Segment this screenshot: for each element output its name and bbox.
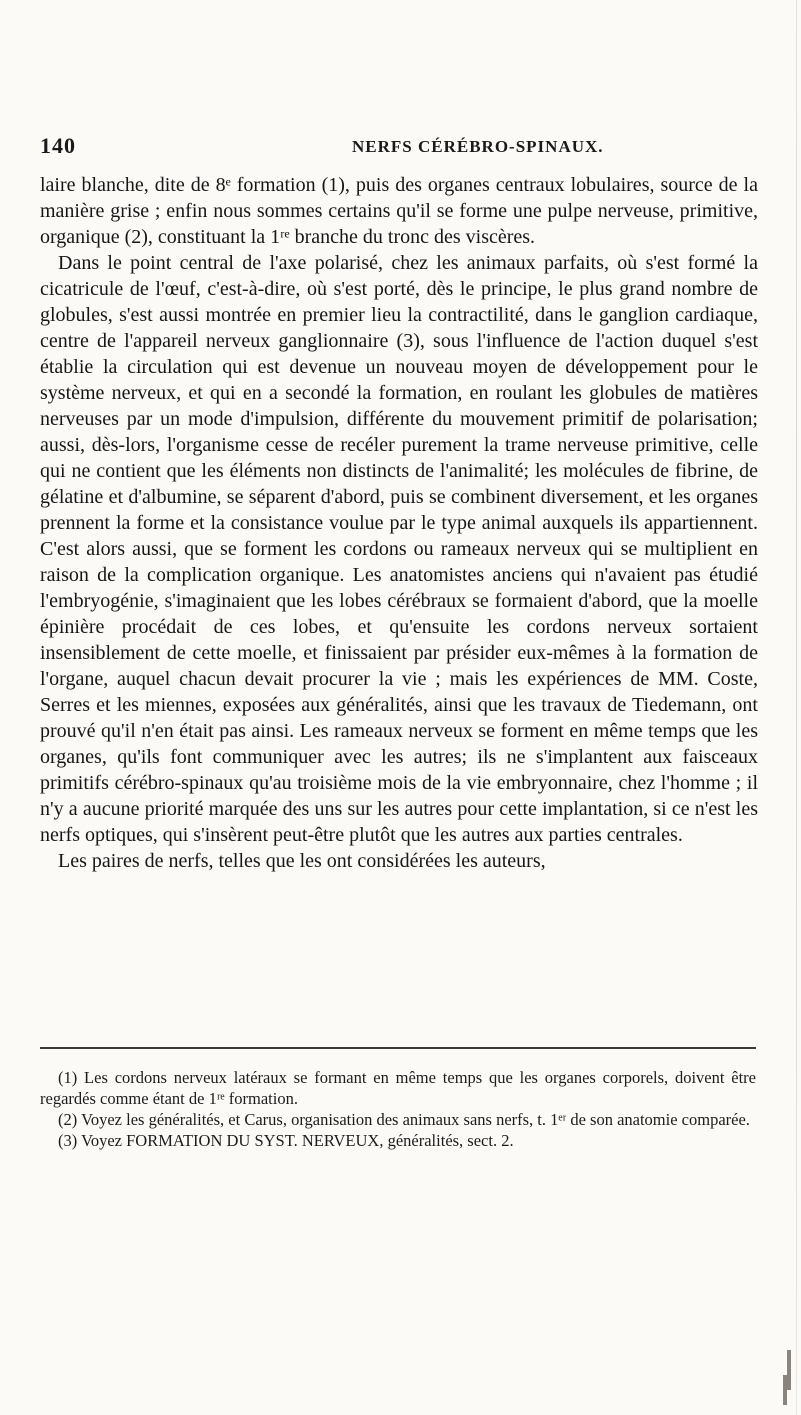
scan-edge bbox=[796, 0, 797, 1415]
page-number: 140 bbox=[40, 133, 76, 158]
paragraph: Les paires de nerfs, telles que les ont considérées les auteurs, bbox=[58, 850, 546, 872]
running-title: NERFS CÉRÉBRO-SPINAUX. bbox=[352, 137, 604, 156]
body-text bbox=[40, 172, 758, 874]
scan-edge-mark bbox=[787, 1350, 791, 1390]
page-header bbox=[40, 133, 760, 161]
footnote: (1) Les cordons nerveux latéraux se formant en même temps que les organes corporels, doivent être regardés comme étant de 1ʳᵉ formation. bbox=[40, 1068, 756, 1108]
paragraph: Dans le point central de l'axe polarisé, chez les animaux parfaits, où s'est formé la cicatricule de l'œuf, c'est-à-dire, où s'est porté, dès le principe, le plus grand nombre de globules, s'est aussi montrée en premier lieu la contractilité, dans le ganglion cardiaque, centre de l'appareil nerveux ganglionnaire (3), sous l'influence de l'action duquel s'est établie la circulation qui est devenue un nouveau moyen de développement pour le système nerveux, et qui en a secondé la formation, en roulant les globules de matières nerveuses par un mode d'impulsion, différente du mouvement primitif de polarisation; aussi, dès-lors, l'organisme cesse de recéler purement la trame nerveuse primitive, celle qui ne contient que les éléments non distincts de l'animalité; les molécules de fibrine, de gélatine et d'albumine, se séparent d'abord, puis se combinent diversement, et les organes prennent la forme et la consistance voulue par le type animal auxquels ils appartiennent. C'est alors aussi, que se forment les cordons ou rameaux nerveux qui se multiplient en raison de la complication organique. Les anatomistes anciens qui n'avaient pas étudié l'embryogénie, s'imaginaient que les lobes cérébraux se formaient d'abord, que la moelle épinière procédait de ces lobes, et qu'ensuite les cordons nerveux sortaient insensiblement de cette moelle, et finissaient par présider eux-mêmes à la formation de l'organe, auquel chacun devait procurer la vie ; mais les expériences de MM. Coste, Serres et les miennes, exposées aux généralités, ainsi que les travaux de Tiedemann, ont prouvé qu'il n'en était pas ainsi. Les rameaux nerveux se forment en même temps que les organes, qu'ils font communiquer avec les autres; ils ne s'implantent aux faisceaux primitifs cérébro-spinaux qu'au troisième mois de la vie embryonnaire, chez l'homme ; il n'y a aucune priorité marquée des uns sur les autres pour cette implantation, si ce n'est les nerfs optiques, qui s'insèrent peut-être plutôt que les autres aux parties centrales. bbox=[40, 252, 758, 846]
footnotes bbox=[40, 1067, 756, 1151]
paragraph: laire blanche, dite de 8ᵉ formation (1), puis des organes centraux lobulaires, source de la manière grise ; enfin nous sommes certains qu'il se forme une pulpe nerveuse, primitive, organique (2), constituant la 1ʳᵉ branche du tronc des viscères. bbox=[40, 174, 758, 248]
footnote: (3) Voyez FORMATION DU SYST. NERVEUX, généralités, sect. 2. bbox=[58, 1131, 514, 1150]
footnote: (2) Voyez les généralités, et Carus, organisation des animaux sans nerfs, t. 1ᵉʳ de son anatomie comparée. bbox=[58, 1110, 750, 1129]
scan-edge-mark bbox=[783, 1375, 787, 1405]
footnote-rule bbox=[40, 1047, 756, 1049]
